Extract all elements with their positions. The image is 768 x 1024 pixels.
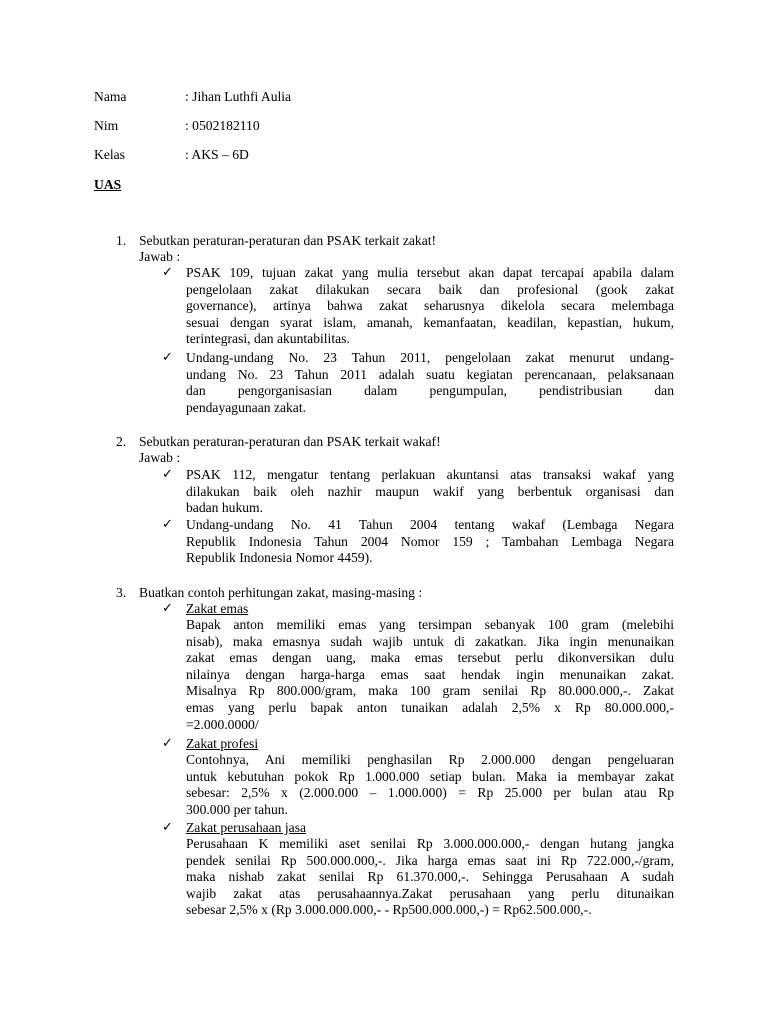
zakat-profesi-paragraph [186, 752, 674, 818]
paragraph-line: Perusahaan K memiliki aset senilai Rp 3.000.000.000,- dengan hutang jangka [186, 836, 674, 851]
q1-item2-paragraph [186, 350, 674, 416]
paragraph-line: =2.000.0000/ [186, 716, 259, 732]
paragraph-line: 300.000 per tahun. [186, 801, 288, 817]
paragraph-line: badan hukum. [186, 500, 264, 516]
paragraph-line: undang No. 23 Tahun 2011 adalah suatu kegiatan perencanaan, pelaksanaan [186, 366, 674, 382]
check-icon: ✓ [162, 736, 173, 751]
paragraph-line: Undang-undang No. 41 Tahun 2004 tentang wakaf (Lembaga Negara [186, 517, 674, 532]
paragraph-line: zakat emas dengan uang, maka emas tersebut perlu dikonversikan dulu [186, 650, 674, 666]
paragraph-line: Contohnya, Ani memiliki penghasilan Rp 2.000.000 dengan pengeluaran [186, 752, 674, 767]
paragraph-line: PSAK 112, mengatur tentang perlakuan akuntansi atas transaksi wakaf yang [186, 467, 674, 482]
q2-answer-label: Jawab : [139, 450, 181, 465]
q3-number: 3. [116, 585, 127, 600]
name-value: : Jihan Luthfi Aulia [185, 89, 292, 104]
paragraph-line: Republik Indonesia Nomor 4459). [186, 550, 373, 566]
class-label: Kelas [94, 147, 125, 162]
paragraph-line: Republik Indonesia Tahun 2004 Nomor 159 ; Tambahan Lembaga Negara [186, 533, 674, 549]
zakat-profesi-heading: Zakat profesi [186, 736, 259, 751]
q1-item1-paragraph [186, 265, 674, 348]
paragraph-line: Undang-undang No. 23 Tahun 2011, pengelolaan zakat menurut undang- [186, 350, 674, 365]
paragraph-line: sebesar: 2,5% x (2.000.000 – 1.000.000) = Rp 25.000 per bulan atau Rp [186, 785, 674, 801]
check-icon: ✓ [162, 467, 173, 482]
paragraph-line: Bapak anton memiliki emas yang tersimpan sebanyak 100 gram (melebihi [186, 617, 674, 632]
paragraph-line: wajib zakat atas perusahaannya.Zakat perusahaan yang perlu ditunaikan [186, 885, 674, 901]
paragraph-line: nisab), maka emasnya sudah wajib untuk di zakatkan. Jika ingin menunaikan [186, 633, 674, 649]
nim-label: Nim [94, 118, 119, 133]
paragraph-line: PSAK 109, tujuan zakat yang mulia tersebut akan dapat tercapai apabila dalam [186, 265, 674, 280]
q1-answer-label: Jawab : [139, 249, 181, 264]
check-icon: ✓ [162, 820, 173, 835]
paragraph-line: sebesar 2,5% x (Rp 3.000.000.000,- - Rp500.000.000,-) = Rp62.500.000,-. [186, 902, 592, 918]
paragraph-line: dan pengorganisasian dalam pengumpulan, pendistribusian dan [186, 383, 674, 399]
paragraph-line: untuk kebutuhan pokok Rp 1.000.000 setiap bulan. Maka ia membayar zakat [186, 768, 674, 784]
paragraph-line: sesuai dengan syarat islam, amanah, kemanfaatan, keadilan, kepastian, hukum, [186, 314, 674, 330]
class-value: : AKS – 6D [185, 147, 249, 162]
zakat-perusahaan-jasa-paragraph [186, 836, 674, 919]
q1-number: 1. [116, 233, 127, 248]
document-title: UAS [94, 177, 122, 192]
check-icon: ✓ [162, 601, 173, 616]
paragraph-line: governance), artinya bahwa zakat seharusnya dikelola secara melembaga [186, 298, 674, 314]
paragraph-line: emas yang perlu bapak anton tunaikan adalah 2,5% x Rp 80.000.000,- [186, 699, 674, 715]
name-label: Nama [94, 89, 127, 104]
paragraph-line: maka nishab zakat senilai Rp 61.370.000,-. Sehingga Perusahaan A sudah [186, 869, 674, 885]
zakat-emas-paragraph [186, 617, 674, 733]
zakat-perusahaan-jasa-heading: Zakat perusahaan jasa [186, 820, 307, 835]
paragraph-line: Misalnya Rp 800.000/gram, maka 100 gram senilai Rp 80.000.000,-. Zakat [186, 683, 674, 699]
paragraph-line: pendek senilai Rp 500.000.000,-. Jika harga emas saat ini Rp 722.000,-/gram, [186, 852, 674, 868]
check-icon: ✓ [162, 517, 173, 532]
q3-question: Buatkan contoh perhitungan zakat, masing-masing : [139, 585, 423, 600]
q2-number: 2. [116, 434, 127, 449]
check-icon: ✓ [162, 350, 173, 365]
paragraph-line: dilakukan baik oleh nazhir maupun wakif yang berbentuk organisasi dan [186, 483, 674, 499]
q2-item1-paragraph [186, 467, 674, 517]
q2-question: Sebutkan peraturan-peraturan dan PSAK terkait wakaf! [139, 434, 441, 449]
paragraph-line: pendayagunaan zakat. [186, 399, 307, 415]
nim-value: : 0502182110 [185, 118, 260, 133]
paragraph-line: terintegrasi, dan akuntabilitas. [186, 331, 350, 347]
q2-item2-paragraph [186, 517, 674, 567]
paragraph-line: nilainya dengan harga-harga emas saat hendak ingin menunaikan zakat. [186, 666, 674, 682]
zakat-emas-heading: Zakat emas [186, 601, 249, 616]
q1-question: Sebutkan peraturan-peraturan dan PSAK terkait zakat! [139, 233, 437, 248]
paragraph-line: pengelolaan zakat dilakukan secara baik dan profesional (gook zakat [186, 281, 674, 297]
check-icon: ✓ [162, 265, 173, 280]
